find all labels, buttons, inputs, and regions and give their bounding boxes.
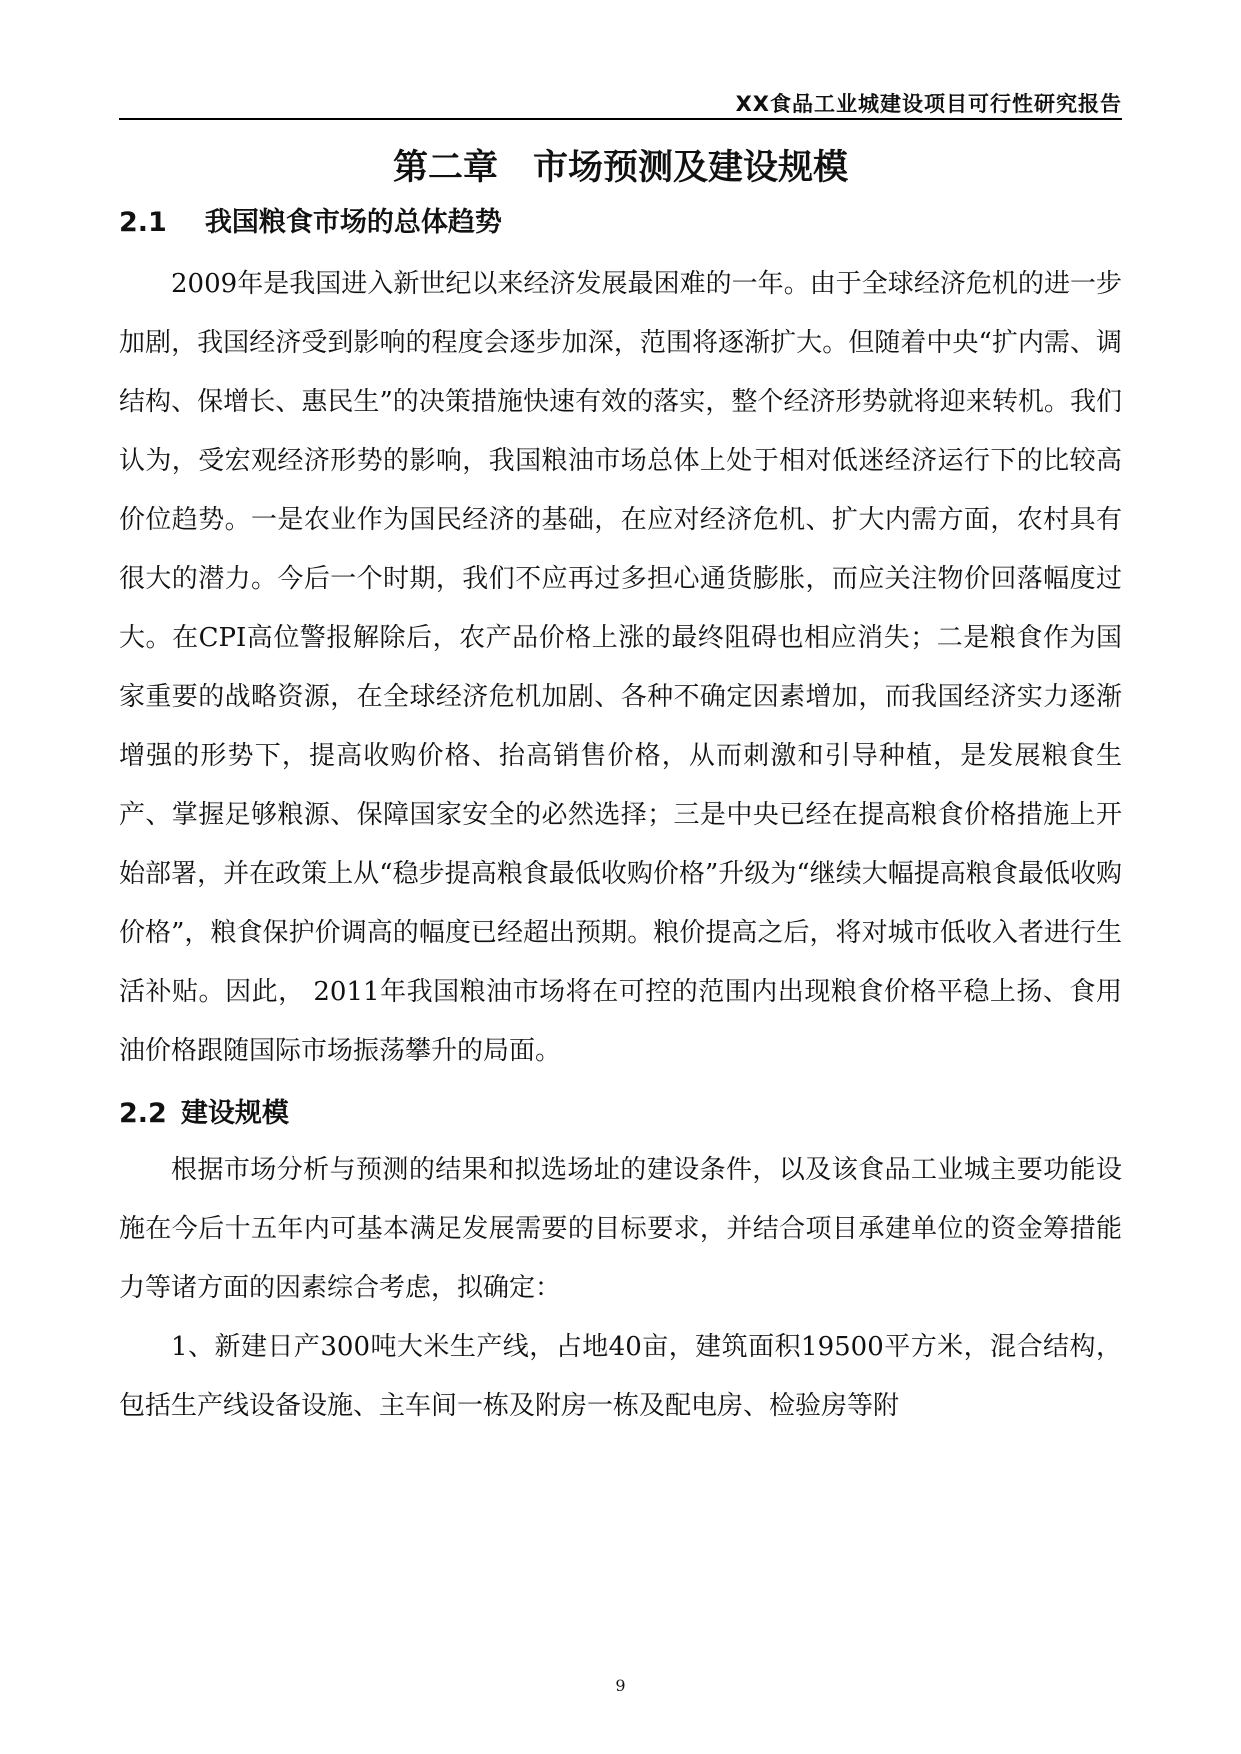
section-number: 2.1 bbox=[119, 207, 167, 238]
section-heading-2-2 bbox=[119, 1091, 289, 1130]
section-heading-2-1 bbox=[119, 200, 502, 239]
running-header bbox=[119, 86, 1122, 120]
section-number: 2.2 bbox=[119, 1098, 167, 1129]
chapter-title: 第二章 市场预测及建设规模 bbox=[392, 148, 848, 188]
body-paragraph: 2009年是我国进入新世纪以来经济发展最困难的一年。由于全球经济危机的进一步加剧，我国经济受到影响的程度会逐步加深，范围将逐渐扩大。但随着中央“扩内需、调结构、保增长、惠民生”的决策措施快速有效的落实，整个经济形势就将迎来转机。我们认为，受宏观经济形势的影响，我国粮油市场总体上处于相对低迷经济运行下的比较高价位趋势。一是农业作为国民经济的基础，在应对经济危机、扩大内需方面，农村具有很大的潜力。今后一个时期，我们不应再过多担心通货膨胀，而应关注物价回落幅度过大。在CPI高位警报解除后，农产品价格上涨的最终阻碍也相应消失；二是粮食作为国家重要的战略资源，在全球经济危机加剧、各种不确定因素增加，而我国经济实力逐渐增强的形势下，提高收购价格、抬高销售价格，从而刺激和引导种植，是发展粮食生产、掌握足够粮源、保障国家安全的必然选择；三是中央已经在提高粮食价格措施上开始部署，并在政策上从“稳步提高粮食最低收购价格”升级为“继续大幅提高粮食最低收购价格”，粮食保护价调高的幅度已经超出预期。粮价提高之后，将对城市低收入者进行生活补贴。因此， 2011年我国粮油市场将在可控的范围内出现粮食价格平稳上扬、食用油价格跟随国际市场振荡攀升的局面。 bbox=[119, 269, 1122, 1066]
page-number: 9 bbox=[615, 1676, 626, 1695]
running-header-title: XX食品工业城建设项目可行性研究报告 bbox=[735, 92, 1122, 116]
body-paragraph: 根据市场分析与预测的结果和拟选场址的建设条件，以及该食品工业城主要功能设施在今后十五年内可基本满足发展需要的目标要求，并结合项目承建单位的资金筹措能力等诸方面的因素综合考虑，拟确定： bbox=[119, 1155, 1122, 1303]
body-paragraph: 1、新建日产300吨大米生产线，占地40亩，建筑面积19500平方米，混合结构，包括生产线设备设施、主车间一栋及附房一栋及配电房、检验房等附 bbox=[119, 1332, 1122, 1421]
section-title: 建设规模 bbox=[180, 1098, 289, 1129]
section-title: 我国粮食市场的总体趋势 bbox=[204, 207, 502, 238]
